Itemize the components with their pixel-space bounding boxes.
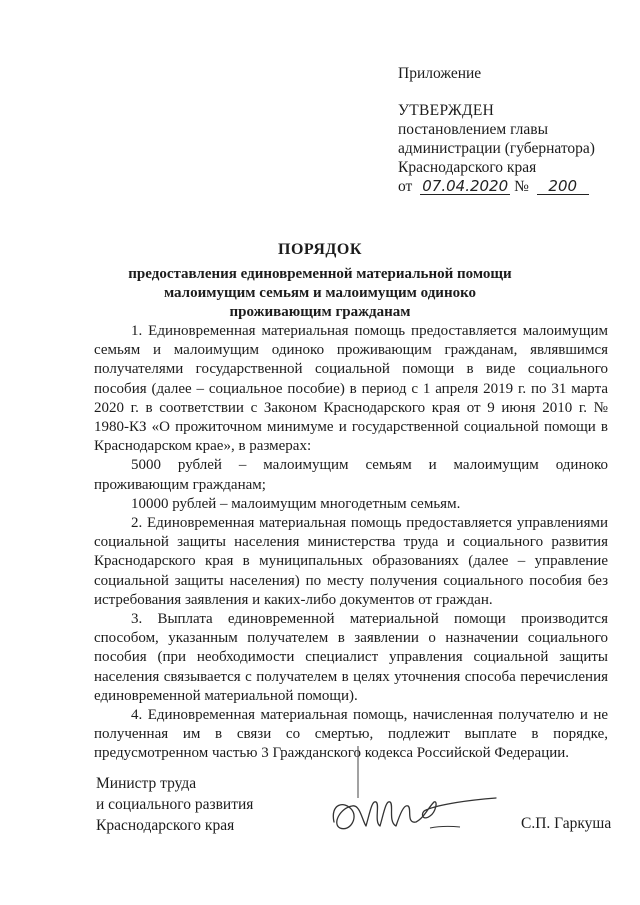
approval-line-3: Краснодарского края [398, 159, 537, 176]
paragraph-1-amount-b: 10000 рублей – малоимущим многодетным семьям. [131, 495, 461, 512]
approval-line-1: постановлением главы [398, 121, 548, 138]
document-body [94, 322, 608, 764]
document-subtitle-line-1: предоставления единовременной материальной помощи [128, 266, 512, 282]
appendix-label: Приложение [398, 65, 482, 82]
signatory-position [96, 773, 253, 836]
document-title-block [90, 240, 550, 322]
signatory-position-line-2: и социального развития [96, 796, 254, 813]
handwritten-signature [300, 742, 500, 842]
signatory-position-line-3: Краснодарского края [96, 817, 235, 834]
document-title: ПОРЯДОК [278, 241, 362, 258]
signatory-position-line-1: Министр труда [96, 775, 197, 792]
paragraph-1-amount-a: 5000 рублей – малоимущим семьям и малоимущим одиноко проживающим гражданам; [94, 457, 608, 493]
approved-label: УТВЕРЖДЕН [398, 102, 495, 119]
handwritten-date: 07.04.2020 [420, 178, 510, 195]
signatory-name: С.П. Гаркуша [521, 815, 612, 832]
document-subtitle-line-2: малоимущим семьям и малоимущим одиноко [163, 285, 477, 301]
handwritten-number: 200 [537, 178, 589, 195]
paragraph-2: 2. Единовременная материальная помощь предоставляется управлениями социальной защиты населения министерства труда и социального развития Краснодарского края в муниципальных образованиях (далее – управление социальной защиты населения) по месту получения социального пособия без истребования заявления и каких-либо документов от граждан. [94, 515, 608, 608]
paragraph-4: 4. Единовременная материальная помощь, начисленная получателю и не полученная им в связи со смертью, подлежит выплате в порядке, предусмотренном частью 3 Гражданского кодекса Российской Федерации. [94, 707, 608, 762]
document-subtitle-line-3: проживающим гражданам [229, 304, 411, 320]
paragraph-3: 3. Выплата единовременной материальной помощи производится способом, указанным получателем в заявлении о назначении социального пособия (при необходимости специалист управления социальной защиты населения связывается с получателем в целях уточнения способа перечисления единовременной материальной помощи). [94, 611, 608, 704]
number-prefix: № [514, 178, 529, 195]
paragraph-1: 1. Единовременная материальная помощь предоставляется малоимущим семьям и малоимущим одиноко проживающим гражданам, являвшимся получателями государственной социальной помощи в виде социального пособия (далее – социальное пособие) в период с 1 апреля 2019 г. по 31 марта 2020 г. в соответствии с Законом Краснодарского края от 9 июня 2010 г. № 1980-КЗ «О прожиточном минимуме и государственной социальной помощи в Краснодарском крае», в размерах: [94, 323, 608, 455]
approval-line-2: администрации (губернатора) [398, 140, 595, 157]
approval-date-line [398, 177, 628, 196]
approval-stamp-block [398, 64, 628, 196]
date-prefix: от [398, 178, 413, 195]
